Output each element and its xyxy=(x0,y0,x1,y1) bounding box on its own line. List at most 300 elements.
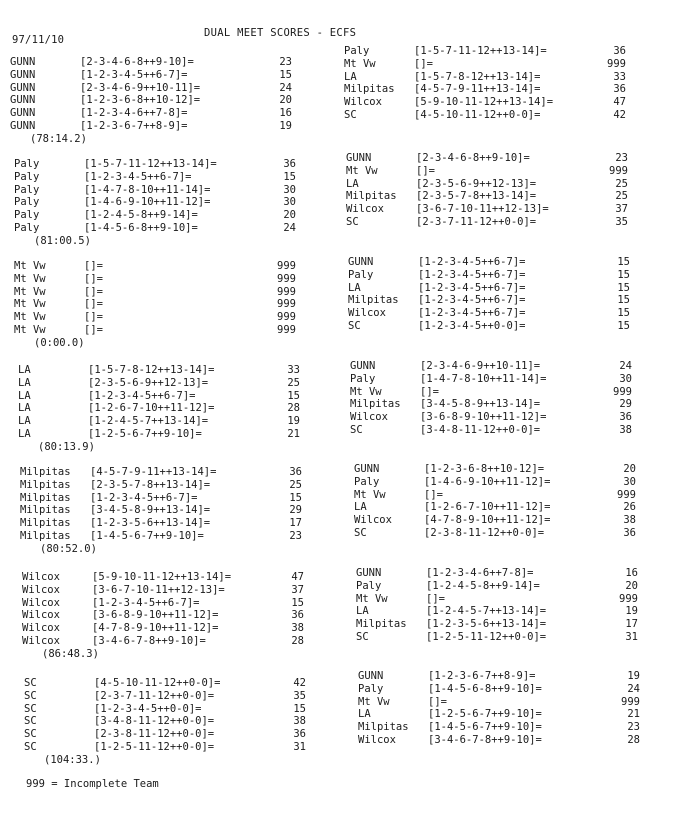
place-combination: []= xyxy=(84,285,103,298)
score-row xyxy=(354,476,636,489)
place-combination: [1-2-3-4-5++6-7]= xyxy=(418,294,526,307)
team-name: Wilcox xyxy=(22,571,60,583)
score-row xyxy=(24,703,306,716)
team-score: 999 xyxy=(621,695,640,708)
team-name: Mt Vw xyxy=(14,260,46,272)
team-score: 15 xyxy=(617,268,630,281)
place-combination: [2-3-4-6-8++9-10]= xyxy=(416,152,530,164)
team-name: Wilcox xyxy=(22,609,60,622)
left-block xyxy=(22,571,304,661)
team-score: 38 xyxy=(623,514,636,527)
place-combination: [1-5-7-11-12++13-14]= xyxy=(84,158,217,170)
score-row xyxy=(22,635,304,648)
place-combination: [2-3-4-6-8++9-10]= xyxy=(80,56,194,68)
team-name: Wilcox xyxy=(22,634,60,647)
team-name: Paly xyxy=(350,372,376,385)
team-name: LA xyxy=(358,708,371,721)
score-row xyxy=(10,56,292,69)
score-row xyxy=(350,373,632,386)
team-score: 42 xyxy=(613,108,626,121)
team-name: Wilcox xyxy=(348,307,386,320)
score-row xyxy=(18,428,300,441)
place-combination: [1-2-3-4-5++6-7]= xyxy=(418,268,526,281)
place-combination: [2-3-7-11-12++0-0]= xyxy=(416,215,537,228)
place-combination: [1-2-6-7-10++11-12]= xyxy=(88,402,215,415)
team-score: 28 xyxy=(291,634,304,647)
team-score: 20 xyxy=(283,209,296,222)
team-name: SC xyxy=(24,740,37,753)
place-combination: [1-2-3-4-5++0-0]= xyxy=(418,319,526,332)
score-row xyxy=(354,514,636,527)
team-time: (80:52.0) xyxy=(40,542,97,555)
team-score: 36 xyxy=(623,526,636,539)
team-name: Mt Vw xyxy=(14,323,46,336)
place-combination: [2-3-5-6-9++12-13]= xyxy=(416,177,537,190)
team-score: 38 xyxy=(619,423,632,436)
place-combination: [1-2-5-11-12++0-0]= xyxy=(426,630,547,643)
team-score: 29 xyxy=(619,398,632,411)
team-name: Mt Vw xyxy=(346,164,378,177)
place-combination: [1-2-5-6-7++9-10]= xyxy=(88,427,202,440)
team-score: 29 xyxy=(289,504,302,517)
score-row xyxy=(346,152,628,165)
team-score: 999 xyxy=(277,285,296,298)
team-score: 33 xyxy=(287,364,300,376)
team-time: (104:33.) xyxy=(44,753,101,766)
place-combination: [3-4-8-11-12++0-0]= xyxy=(94,715,215,728)
place-combination: []= xyxy=(424,488,443,501)
score-row xyxy=(20,479,302,492)
team-score: 21 xyxy=(287,427,300,440)
team-score: 24 xyxy=(279,81,292,94)
score-row xyxy=(22,571,304,584)
team-name: Milpitas xyxy=(20,478,71,491)
place-combination: [1-2-3-4-5++6-7]= xyxy=(90,491,198,504)
score-row xyxy=(14,158,296,171)
team-score: 24 xyxy=(619,360,632,372)
place-combination: [1-2-3-4-5++0-0]= xyxy=(94,702,202,715)
score-row xyxy=(358,670,640,683)
team-score: 28 xyxy=(627,733,640,746)
team-score: 17 xyxy=(625,618,638,631)
score-row xyxy=(10,107,292,120)
score-row xyxy=(350,424,632,437)
team-name: LA xyxy=(18,389,31,402)
team-name: Milpitas xyxy=(20,466,71,478)
team-name: Milpitas xyxy=(20,491,71,504)
place-combination: [3-6-7-10-11++12-13]= xyxy=(92,583,225,596)
team-score: 23 xyxy=(615,152,628,164)
team-name: SC xyxy=(356,630,369,643)
team-name: LA xyxy=(18,376,31,389)
score-row xyxy=(344,83,626,96)
place-combination: [1-2-3-4-6++7-8]= xyxy=(80,107,188,120)
score-row xyxy=(354,501,636,514)
score-row xyxy=(18,364,300,377)
team-name: Mt Vw xyxy=(354,488,386,501)
place-combination: [1-2-3-4-5++6-7]= xyxy=(80,68,188,81)
team-name: Paly xyxy=(344,45,370,57)
team-name: Wilcox xyxy=(22,583,60,596)
place-combination: [3-6-8-9-10++11-12]= xyxy=(92,609,219,622)
score-row xyxy=(346,178,628,191)
place-combination: [3-4-6-7-8++9-10]= xyxy=(428,733,542,746)
team-score: 37 xyxy=(291,583,304,596)
score-row xyxy=(350,398,632,411)
team-name: Milpitas xyxy=(346,190,397,203)
team-time: (81:00.5) xyxy=(34,234,91,247)
team-name: GUNN xyxy=(346,152,372,164)
place-combination: [4-5-7-9-11++13-14]= xyxy=(414,83,541,96)
place-combination: [2-3-8-11-12++0-0]= xyxy=(424,526,545,539)
team-score: 15 xyxy=(279,68,292,81)
place-combination: []= xyxy=(420,385,439,398)
score-row xyxy=(14,298,296,311)
place-combination: []= xyxy=(426,592,445,605)
left-block xyxy=(14,158,296,248)
team-score: 999 xyxy=(617,488,636,501)
score-row xyxy=(18,415,300,428)
team-score: 42 xyxy=(293,677,306,689)
team-score: 47 xyxy=(613,96,626,109)
score-row xyxy=(356,618,638,631)
place-combination: []= xyxy=(84,272,103,285)
place-combination: [4-7-8-9-10++11-12]= xyxy=(424,514,551,527)
team-name: GUNN xyxy=(348,256,374,268)
team-name: Mt Vw xyxy=(14,298,46,311)
place-combination: [1-5-7-8-12++13-14]= xyxy=(88,364,215,376)
place-combination: [5-9-10-11-12++13-14]= xyxy=(92,571,232,583)
score-row xyxy=(344,58,626,71)
team-name: Paly xyxy=(356,579,382,592)
team-name: GUNN xyxy=(10,56,36,68)
place-combination: [1-2-3-5-6++13-14]= xyxy=(426,618,547,631)
team-name: Milpitas xyxy=(20,517,71,530)
team-time: (78:14.2) xyxy=(30,132,87,145)
place-combination: []= xyxy=(84,311,103,324)
team-name: Paly xyxy=(14,221,40,234)
team-name: SC xyxy=(350,423,363,436)
team-name: Milpitas xyxy=(20,529,71,542)
team-score: 30 xyxy=(619,372,632,385)
team-score: 36 xyxy=(613,83,626,96)
team-name: GUNN xyxy=(10,68,36,81)
team-name: Wilcox xyxy=(346,203,384,216)
score-row xyxy=(346,203,628,216)
team-name: Mt Vw xyxy=(350,385,382,398)
place-combination: [1-2-3-6-8++10-12]= xyxy=(80,94,201,107)
score-row xyxy=(356,567,638,580)
place-combination: [2-3-7-11-12++0-0]= xyxy=(94,689,215,702)
place-combination: [1-4-5-6-8++9-10]= xyxy=(84,221,198,234)
team-score: 38 xyxy=(293,715,306,728)
score-row xyxy=(14,286,296,299)
score-row xyxy=(14,222,296,235)
team-name: SC xyxy=(354,526,367,539)
score-row xyxy=(348,307,630,320)
place-combination: [4-5-7-9-11++13-14]= xyxy=(90,466,217,478)
place-combination: [2-3-5-6-9++12-13]= xyxy=(88,376,209,389)
score-row xyxy=(14,196,296,209)
team-score: 20 xyxy=(625,579,638,592)
place-combination: [3-4-8-11-12++0-0]= xyxy=(420,423,541,436)
place-combination: []= xyxy=(416,164,435,177)
score-row xyxy=(358,721,640,734)
score-row xyxy=(358,683,640,696)
team-name: Wilcox xyxy=(358,733,396,746)
score-row xyxy=(24,715,306,728)
team-score: 33 xyxy=(613,70,626,83)
team-score: 999 xyxy=(607,57,626,70)
team-name: Mt Vw xyxy=(356,592,388,605)
place-combination: [3-6-8-9-10++11-12]= xyxy=(420,411,547,424)
left-block xyxy=(10,56,292,146)
team-name: Mt Vw xyxy=(358,695,390,708)
team-score: 16 xyxy=(625,567,638,579)
team-name: Wilcox xyxy=(354,514,392,527)
team-score: 19 xyxy=(279,119,292,132)
right-block xyxy=(350,360,632,437)
score-row xyxy=(14,184,296,197)
team-name: GUNN xyxy=(354,463,380,475)
team-score: 999 xyxy=(277,272,296,285)
team-score: 38 xyxy=(291,622,304,635)
place-combination: []= xyxy=(84,323,103,336)
team-score: 31 xyxy=(625,630,638,643)
score-row xyxy=(348,320,630,333)
team-score: 25 xyxy=(287,376,300,389)
place-combination: [1-2-5-6-7++9-10]= xyxy=(428,708,542,721)
score-row xyxy=(10,94,292,107)
place-combination: [3-4-5-8-9++13-14]= xyxy=(420,398,541,411)
team-name: Mt Vw xyxy=(14,285,46,298)
place-combination: [5-9-10-11-12++13-14]= xyxy=(414,96,554,109)
place-combination: [1-2-3-4-5++6-7]= xyxy=(418,307,526,320)
score-row xyxy=(348,294,630,307)
team-name: Paly xyxy=(358,682,384,695)
place-combination: [1-2-3-4-5++6-7]= xyxy=(418,256,526,268)
score-row xyxy=(18,377,300,390)
team-name: Wilcox xyxy=(344,96,382,109)
team-score: 19 xyxy=(627,670,640,682)
place-combination: [1-2-3-4-5++6-7]= xyxy=(88,389,196,402)
team-name: LA xyxy=(354,501,367,514)
place-combination: [2-3-4-6-9++10-11]= xyxy=(80,81,201,94)
score-row xyxy=(354,489,636,502)
team-score: 15 xyxy=(293,702,306,715)
place-combination: [1-2-3-5-6++13-14]= xyxy=(90,517,211,530)
team-score: 37 xyxy=(615,203,628,216)
team-name: SC xyxy=(24,715,37,728)
team-name: Mt Vw xyxy=(14,272,46,285)
team-name: Milpitas xyxy=(350,398,401,411)
team-score: 19 xyxy=(625,605,638,618)
team-score: 15 xyxy=(291,596,304,609)
place-combination: []= xyxy=(414,57,433,70)
team-score: 15 xyxy=(289,491,302,504)
team-name: Mt Vw xyxy=(14,311,46,324)
team-name: Wilcox xyxy=(350,411,388,424)
team-name: LA xyxy=(344,70,357,83)
place-combination: [1-4-6-9-10++11-12]= xyxy=(84,196,211,209)
team-score: 25 xyxy=(615,177,628,190)
team-score: 36 xyxy=(291,609,304,622)
team-score: 30 xyxy=(623,475,636,488)
score-row xyxy=(358,734,640,747)
score-row xyxy=(350,386,632,399)
score-row xyxy=(24,728,306,741)
team-name: LA xyxy=(18,415,31,428)
team-score: 35 xyxy=(615,215,628,228)
place-combination: [1-2-4-5-7++13-14]= xyxy=(88,415,209,428)
place-combination: [1-4-5-6-8++9-10]= xyxy=(428,682,542,695)
score-row xyxy=(14,171,296,184)
place-combination: [1-4-7-8-10++11-14]= xyxy=(420,372,547,385)
score-row xyxy=(346,190,628,203)
score-row xyxy=(350,411,632,424)
team-name: GUNN xyxy=(358,670,384,682)
team-score: 30 xyxy=(283,196,296,209)
score-row xyxy=(348,256,630,269)
team-score: 999 xyxy=(613,385,632,398)
team-score: 31 xyxy=(293,740,306,753)
team-name: GUNN xyxy=(10,81,36,94)
team-name: Paly xyxy=(14,196,40,209)
score-row xyxy=(20,492,302,505)
team-score: 26 xyxy=(623,501,636,514)
team-score: 999 xyxy=(277,323,296,336)
place-combination: [1-2-3-4-6++7-8]= xyxy=(426,567,534,579)
place-combination: [1-2-3-6-8++10-12]= xyxy=(424,463,545,475)
team-name: GUNN xyxy=(350,360,376,372)
team-score: 25 xyxy=(289,478,302,491)
team-score: 15 xyxy=(617,319,630,332)
place-combination: [3-4-5-8-9++13-14]= xyxy=(90,504,211,517)
team-score: 15 xyxy=(617,281,630,294)
score-row xyxy=(356,580,638,593)
team-score: 25 xyxy=(615,190,628,203)
score-row xyxy=(346,165,628,178)
team-name: LA xyxy=(18,427,31,440)
place-combination: []= xyxy=(84,260,103,272)
team-name: LA xyxy=(348,281,361,294)
team-score: 20 xyxy=(279,94,292,107)
score-row xyxy=(20,466,302,479)
team-score: 35 xyxy=(293,689,306,702)
team-score: 19 xyxy=(287,415,300,428)
place-combination: [1-2-3-6-7++8-9]= xyxy=(80,119,188,132)
right-block xyxy=(358,670,640,747)
team-score: 15 xyxy=(617,307,630,320)
place-combination: []= xyxy=(428,695,447,708)
team-score: 999 xyxy=(277,260,296,272)
left-block xyxy=(14,260,296,350)
score-row xyxy=(354,527,636,540)
team-name: Paly xyxy=(14,209,40,222)
report-date: 97/11/10 xyxy=(12,34,65,46)
score-row xyxy=(20,504,302,517)
score-row xyxy=(22,597,304,610)
team-name: LA xyxy=(346,177,359,190)
score-row xyxy=(344,45,626,58)
score-row xyxy=(14,273,296,286)
score-row xyxy=(358,708,640,721)
place-combination: [1-5-7-11-12++13-14]= xyxy=(414,45,547,57)
right-block xyxy=(344,45,626,122)
score-row xyxy=(22,622,304,635)
team-score: 15 xyxy=(617,256,630,268)
team-score: 20 xyxy=(623,463,636,475)
place-combination: [4-7-8-9-10++11-12]= xyxy=(92,622,219,635)
place-combination: [2-3-4-6-9++10-11]= xyxy=(420,360,541,372)
team-score: 47 xyxy=(291,571,304,583)
team-score: 15 xyxy=(283,170,296,183)
score-row xyxy=(14,260,296,273)
report-title: DUAL MEET SCORES - ECFS xyxy=(204,27,357,39)
score-row xyxy=(348,269,630,282)
team-score: 36 xyxy=(283,158,296,170)
team-score: 999 xyxy=(619,592,638,605)
place-combination: [2-3-5-7-8++13-14]= xyxy=(90,478,211,491)
place-combination: [2-3-8-11-12++0-0]= xyxy=(94,728,215,741)
place-combination: [1-2-6-7-10++11-12]= xyxy=(424,501,551,514)
team-score: 36 xyxy=(289,466,302,478)
team-score: 15 xyxy=(287,389,300,402)
score-row xyxy=(14,311,296,324)
place-combination: [1-5-7-8-12++13-14]= xyxy=(414,70,541,83)
score-row xyxy=(346,216,628,229)
score-row xyxy=(356,593,638,606)
team-time: (80:13.9) xyxy=(38,440,95,453)
team-name: Paly xyxy=(14,170,40,183)
score-row xyxy=(354,463,636,476)
team-score: 999 xyxy=(277,298,296,311)
footnote: 999 = Incomplete Team xyxy=(26,778,159,790)
score-row xyxy=(10,69,292,82)
place-combination: []= xyxy=(84,298,103,311)
place-combination: [1-2-4-5-8++9-14]= xyxy=(426,579,540,592)
score-row xyxy=(350,360,632,373)
place-combination: [2-3-5-7-8++13-14]= xyxy=(416,190,537,203)
team-name: Paly xyxy=(14,183,40,196)
team-name: SC xyxy=(24,702,37,715)
score-row xyxy=(14,209,296,222)
team-time: (86:48.3) xyxy=(42,647,99,660)
team-name: Milpitas xyxy=(348,294,399,307)
place-combination: [1-2-3-4-5++6-7]= xyxy=(418,281,526,294)
team-name: Milpitas xyxy=(358,721,409,734)
score-row xyxy=(22,609,304,622)
score-row xyxy=(344,109,626,122)
team-name: Paly xyxy=(354,475,380,488)
score-row xyxy=(24,677,306,690)
team-score: 999 xyxy=(609,164,628,177)
team-score: 36 xyxy=(293,728,306,741)
team-name: GUNN xyxy=(356,567,382,579)
team-name: GUNN xyxy=(10,94,36,107)
right-block xyxy=(346,152,628,229)
team-name: SC xyxy=(24,728,37,741)
team-score: 16 xyxy=(279,107,292,120)
team-name: SC xyxy=(344,108,357,121)
place-combination: [3-4-6-7-8++9-10]= xyxy=(92,634,206,647)
team-name: Milpitas xyxy=(20,504,71,517)
score-row xyxy=(356,605,638,618)
right-block xyxy=(354,463,636,540)
left-block xyxy=(24,677,306,767)
team-score: 23 xyxy=(279,56,292,68)
place-combination: [1-2-5-11-12++0-0]= xyxy=(94,740,215,753)
